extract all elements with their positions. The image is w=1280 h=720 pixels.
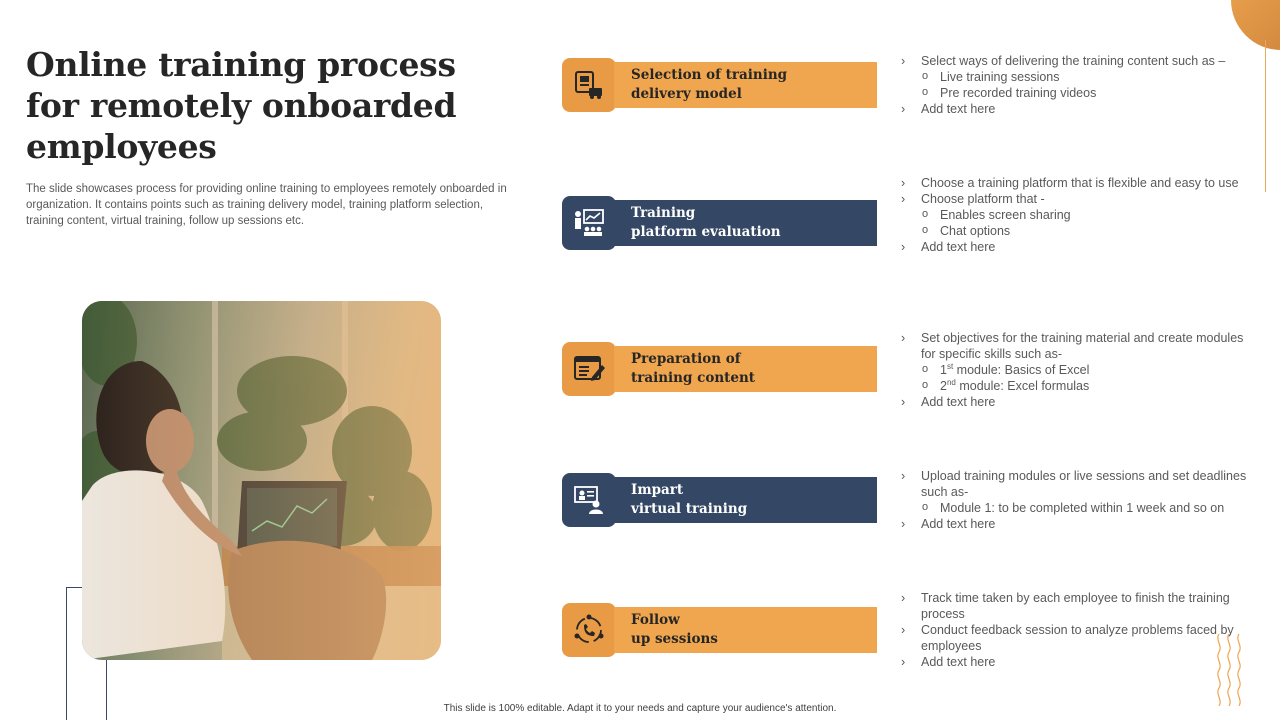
list-item: › Add text here [900, 101, 1250, 117]
list-item: › Choose a training platform that is flexible and easy to use [900, 175, 1250, 191]
phone-cycle-icon [562, 603, 616, 657]
step-3-label-line2: training content [631, 370, 756, 386]
step-3-bullets [900, 330, 1250, 410]
list-item: › Track time taken by each employee to finish the training process [900, 590, 1250, 622]
ordinal-suffix: st [946, 361, 954, 371]
step-1-label [614, 62, 877, 108]
step-1-label-line1: Selection of training [631, 67, 788, 83]
list-item: › Select ways of delivering the training content such as – [900, 53, 1250, 69]
step-4-label [614, 477, 877, 523]
list-item: o Chat options [900, 223, 1250, 239]
module-text: module: Excel formulas [955, 379, 1090, 393]
step-4-label-line2: virtual training [631, 501, 748, 517]
virtual-classroom-icon [562, 473, 616, 527]
list-item: o Module 1: to be completed within 1 week and so on [900, 500, 1250, 516]
list-item: › Add text here [900, 516, 1250, 532]
step-5-label [614, 607, 877, 653]
list-item: › Set objectives for the training material and create modules for specific skills such as- [900, 330, 1250, 362]
woman-laptop-photo [82, 301, 441, 660]
step-4-label-line1: Impart [631, 482, 684, 498]
step-5-bullets [900, 590, 1250, 670]
presentation-board-icon [562, 196, 616, 250]
step-3-label [614, 346, 877, 392]
step-5-label-line1: Follow [631, 612, 680, 628]
delivery-box-icon [562, 58, 616, 112]
list-item: o Live training sessions [900, 69, 1250, 85]
list-item: › Choose platform that - [900, 191, 1250, 207]
list-item: › Add text here [900, 239, 1250, 255]
ordinal-number: 2 [940, 379, 947, 393]
decorative-vertical-line [1265, 40, 1266, 192]
ordinal-number: 1 [940, 363, 947, 377]
slide-description: The slide showcases process for providing online training to employees remotely onboarded in organization. It contains points such as training delivery model, training platform selection, training content, virtual training, follow up sessions etc. [26, 183, 507, 227]
decorative-squiggles [1215, 634, 1243, 706]
step-1-bullets [900, 53, 1250, 117]
corner-decoration-circle [1231, 0, 1280, 50]
step-2-label [614, 200, 877, 246]
module-text: module: Basics of Excel [953, 363, 1090, 377]
step-5-label-line2: up sessions [631, 631, 718, 647]
list-item: › Conduct feedback session to analyze problems faced by employees [900, 622, 1250, 654]
footer-note: This slide is 100% editable. Adapt it to your needs and capture your audience's attention. [443, 703, 837, 714]
list-item: › Add text here [900, 394, 1250, 410]
decorative-line-left [66, 587, 67, 720]
list-item: › Add text here [900, 654, 1250, 670]
document-pen-icon [562, 342, 616, 396]
list-item: o Enables screen sharing [900, 207, 1250, 223]
step-3-label-line1: Preparation of [631, 351, 741, 367]
list-item: › Upload training modules or live sessions and set deadlines such as- [900, 468, 1250, 500]
page-title: Online training process for remotely onboarded employees [26, 45, 457, 166]
step-1-label-line2: delivery model [631, 86, 742, 102]
list-item [900, 362, 1250, 378]
ordinal-suffix: nd [946, 377, 956, 387]
step-2-bullets [900, 175, 1250, 255]
list-item: o Pre recorded training videos [900, 85, 1250, 101]
list-item [900, 378, 1250, 394]
step-2-label-line1: Training [631, 205, 696, 221]
step-2-label-line2: platform evaluation [631, 224, 781, 240]
step-4-bullets [900, 468, 1250, 532]
